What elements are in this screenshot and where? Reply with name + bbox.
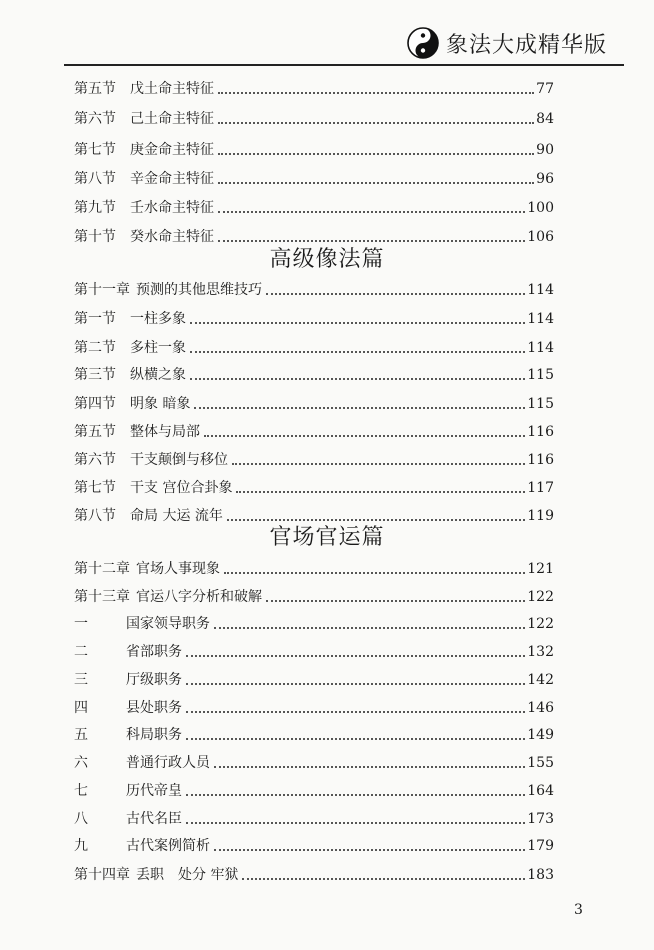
dot-leader [218, 153, 534, 155]
toc-entry[interactable] [74, 697, 554, 719]
dot-leader [186, 655, 525, 657]
dot-leader [224, 572, 525, 574]
dot-leader [266, 600, 525, 602]
toc-entry-page: 173 [527, 811, 554, 827]
toc-entry-page: 179 [527, 838, 554, 854]
toc-entry-label: 三 [74, 672, 88, 688]
toc-entry-title: 丢职 处分 牢狱 [136, 867, 239, 883]
toc-entry[interactable] [74, 393, 554, 415]
toc-entry-page: 114 [527, 311, 554, 327]
toc-entry[interactable] [74, 78, 554, 100]
dot-leader [214, 849, 525, 851]
toc-entry-title: 古代名臣 [126, 811, 182, 827]
toc-entry-label: 第七节 [74, 142, 116, 158]
toc-entry-page: 122 [527, 616, 554, 632]
toc-entry-title: 整体与局部 [130, 424, 200, 440]
toc-entry[interactable] [74, 197, 554, 219]
toc-entry-label: 第一节 [74, 311, 116, 327]
toc-entry-title: 预测的其他思维技巧 [136, 282, 262, 298]
toc-entry[interactable] [74, 421, 554, 443]
toc-entry-label: 第八节 [74, 508, 116, 524]
toc-entry[interactable] [74, 864, 554, 886]
toc-entry-label: 第十二章 [74, 561, 130, 577]
toc-entry-title: 历代帝皇 [126, 783, 182, 799]
toc-entry-page: 116 [527, 424, 554, 440]
toc-entry-label: 第九节 [74, 200, 116, 216]
toc-entry-label: 二 [74, 644, 88, 660]
toc-entry-title: 多柱一象 [130, 340, 186, 356]
toc-entry-title: 国家领导职务 [126, 616, 210, 632]
toc-entry-label: 第三节 [74, 367, 116, 383]
toc-entry-title: 己土命主特征 [130, 111, 214, 127]
toc-entry-title: 干支 宫位合卦象 [130, 480, 233, 496]
toc-entry-page: 164 [527, 783, 554, 799]
dot-leader [242, 878, 525, 880]
toc-entry-title: 古代案例简析 [126, 838, 210, 854]
dot-leader [236, 491, 525, 493]
dot-leader [186, 822, 525, 824]
toc-entry[interactable] [74, 279, 554, 301]
toc-entry-page: 96 [536, 171, 554, 187]
dot-leader [214, 766, 525, 768]
toc-entry-page: 114 [527, 340, 554, 356]
toc-entry[interactable] [74, 477, 554, 499]
dot-leader [194, 407, 525, 409]
toc-entry-title: 官场人事现象 [136, 561, 220, 577]
toc-entry-label: 第十一章 [74, 282, 130, 298]
toc-entry-page: 77 [536, 81, 554, 97]
toc-entry[interactable] [74, 613, 554, 635]
toc-entry-label: 第五节 [74, 81, 116, 97]
toc-entry-page: 116 [527, 452, 554, 468]
dot-leader [190, 378, 525, 380]
toc-entry-title: 干支颠倒与移位 [130, 452, 228, 468]
toc-entry[interactable] [74, 835, 554, 857]
toc-entry-page: 146 [527, 700, 554, 716]
toc-entry-title: 厅级职务 [126, 672, 182, 688]
toc-entry-page: 115 [527, 367, 554, 383]
dot-leader [218, 92, 534, 94]
toc-entry-label: 第五节 [74, 424, 116, 440]
dot-leader [214, 627, 525, 629]
dot-leader [266, 293, 525, 295]
toc-entry-label: 第十四章 [74, 867, 130, 883]
toc-entry-label: 第六节 [74, 111, 116, 127]
toc-entry[interactable] [74, 808, 554, 830]
toc-entry[interactable] [74, 752, 554, 774]
toc-entry-label: 第四节 [74, 396, 116, 412]
toc-entry-title: 明象 暗象 [130, 396, 191, 412]
toc-entry-label: 第八节 [74, 171, 116, 187]
toc-entry[interactable] [74, 168, 554, 190]
toc-entry-title: 壬水命主特征 [130, 200, 214, 216]
toc-entry-title: 官运八字分析和破解 [136, 589, 262, 605]
toc-entry-page: 183 [527, 867, 554, 883]
dot-leader [190, 351, 525, 353]
page-number: 3 [574, 902, 583, 918]
toc-entry-page: 149 [527, 727, 554, 743]
dot-leader [204, 435, 525, 437]
toc-entry-title: 科局职务 [126, 727, 182, 743]
toc-entry[interactable] [74, 337, 554, 359]
toc-entry-title: 戊土命主特征 [130, 81, 214, 97]
toc-entry-page: 155 [527, 755, 554, 771]
toc-entry-label: 一 [74, 616, 88, 632]
book-title: 象法大成精华版 [446, 33, 608, 58]
toc-entry-title: 省部职务 [126, 644, 182, 660]
toc-entry-page: 121 [527, 561, 554, 577]
toc-entry[interactable] [74, 108, 554, 130]
toc-entry[interactable] [74, 724, 554, 746]
toc-entry-label: 八 [74, 811, 88, 827]
dot-leader [218, 182, 534, 184]
toc-entry-page: 106 [527, 229, 554, 245]
toc-entry[interactable] [74, 364, 554, 386]
toc-entry-page: 119 [527, 508, 554, 524]
toc-entry[interactable] [74, 586, 554, 608]
toc-entry-page: 142 [527, 672, 554, 688]
dot-leader [218, 122, 534, 124]
toc-entry-title: 纵横之象 [130, 367, 186, 383]
toc-entry[interactable] [74, 558, 554, 580]
toc-entry-page: 122 [527, 589, 554, 605]
toc-entry-page: 100 [527, 200, 554, 216]
toc-entry[interactable] [74, 449, 554, 471]
toc-entry-label: 七 [74, 783, 88, 799]
toc-entry-page: 90 [536, 142, 554, 158]
toc-entry-page: 114 [527, 282, 554, 298]
toc-entry[interactable] [74, 139, 554, 161]
toc-entry-title: 普通行政人员 [126, 755, 210, 771]
toc-entry-page: 132 [527, 644, 554, 660]
toc-entry-label: 第十节 [74, 229, 116, 245]
toc-entry-label: 六 [74, 755, 88, 771]
toc-entry-page: 115 [527, 396, 554, 412]
toc-entry-label: 第六节 [74, 452, 116, 468]
section-heading: 官场官运篇 [269, 525, 385, 550]
toc-entry[interactable] [74, 641, 554, 663]
toc-entry-label: 第二节 [74, 340, 116, 356]
toc-entry-title: 癸水命主特征 [130, 229, 214, 245]
toc-entry-title: 一柱多象 [130, 311, 186, 327]
dot-leader [186, 711, 525, 713]
toc-entry-label: 四 [74, 700, 88, 716]
section-heading: 高级像法篇 [269, 247, 385, 272]
dot-leader [186, 794, 525, 796]
toc-entry[interactable] [74, 669, 554, 691]
toc-entry[interactable] [74, 780, 554, 802]
dot-leader [186, 738, 525, 740]
toc-entry-title: 庚金命主特征 [130, 142, 214, 158]
toc-entry-title: 命局 大运 流年 [130, 508, 223, 524]
toc-entry[interactable] [74, 308, 554, 330]
dot-leader [232, 463, 525, 465]
toc-entry-label: 第十三章 [74, 589, 130, 605]
toc-entry-label: 九 [74, 838, 88, 854]
toc-entry-page: 84 [536, 111, 554, 127]
toc-entry-page: 117 [527, 480, 554, 496]
dot-leader [186, 683, 525, 685]
toc-entry-title: 辛金命主特征 [130, 171, 214, 187]
toc-entry-label: 五 [74, 727, 88, 743]
toc-entry-title: 县处职务 [126, 700, 182, 716]
dot-leader [218, 211, 525, 213]
toc-entry-label: 第七节 [74, 480, 116, 496]
dot-leader [190, 322, 525, 324]
